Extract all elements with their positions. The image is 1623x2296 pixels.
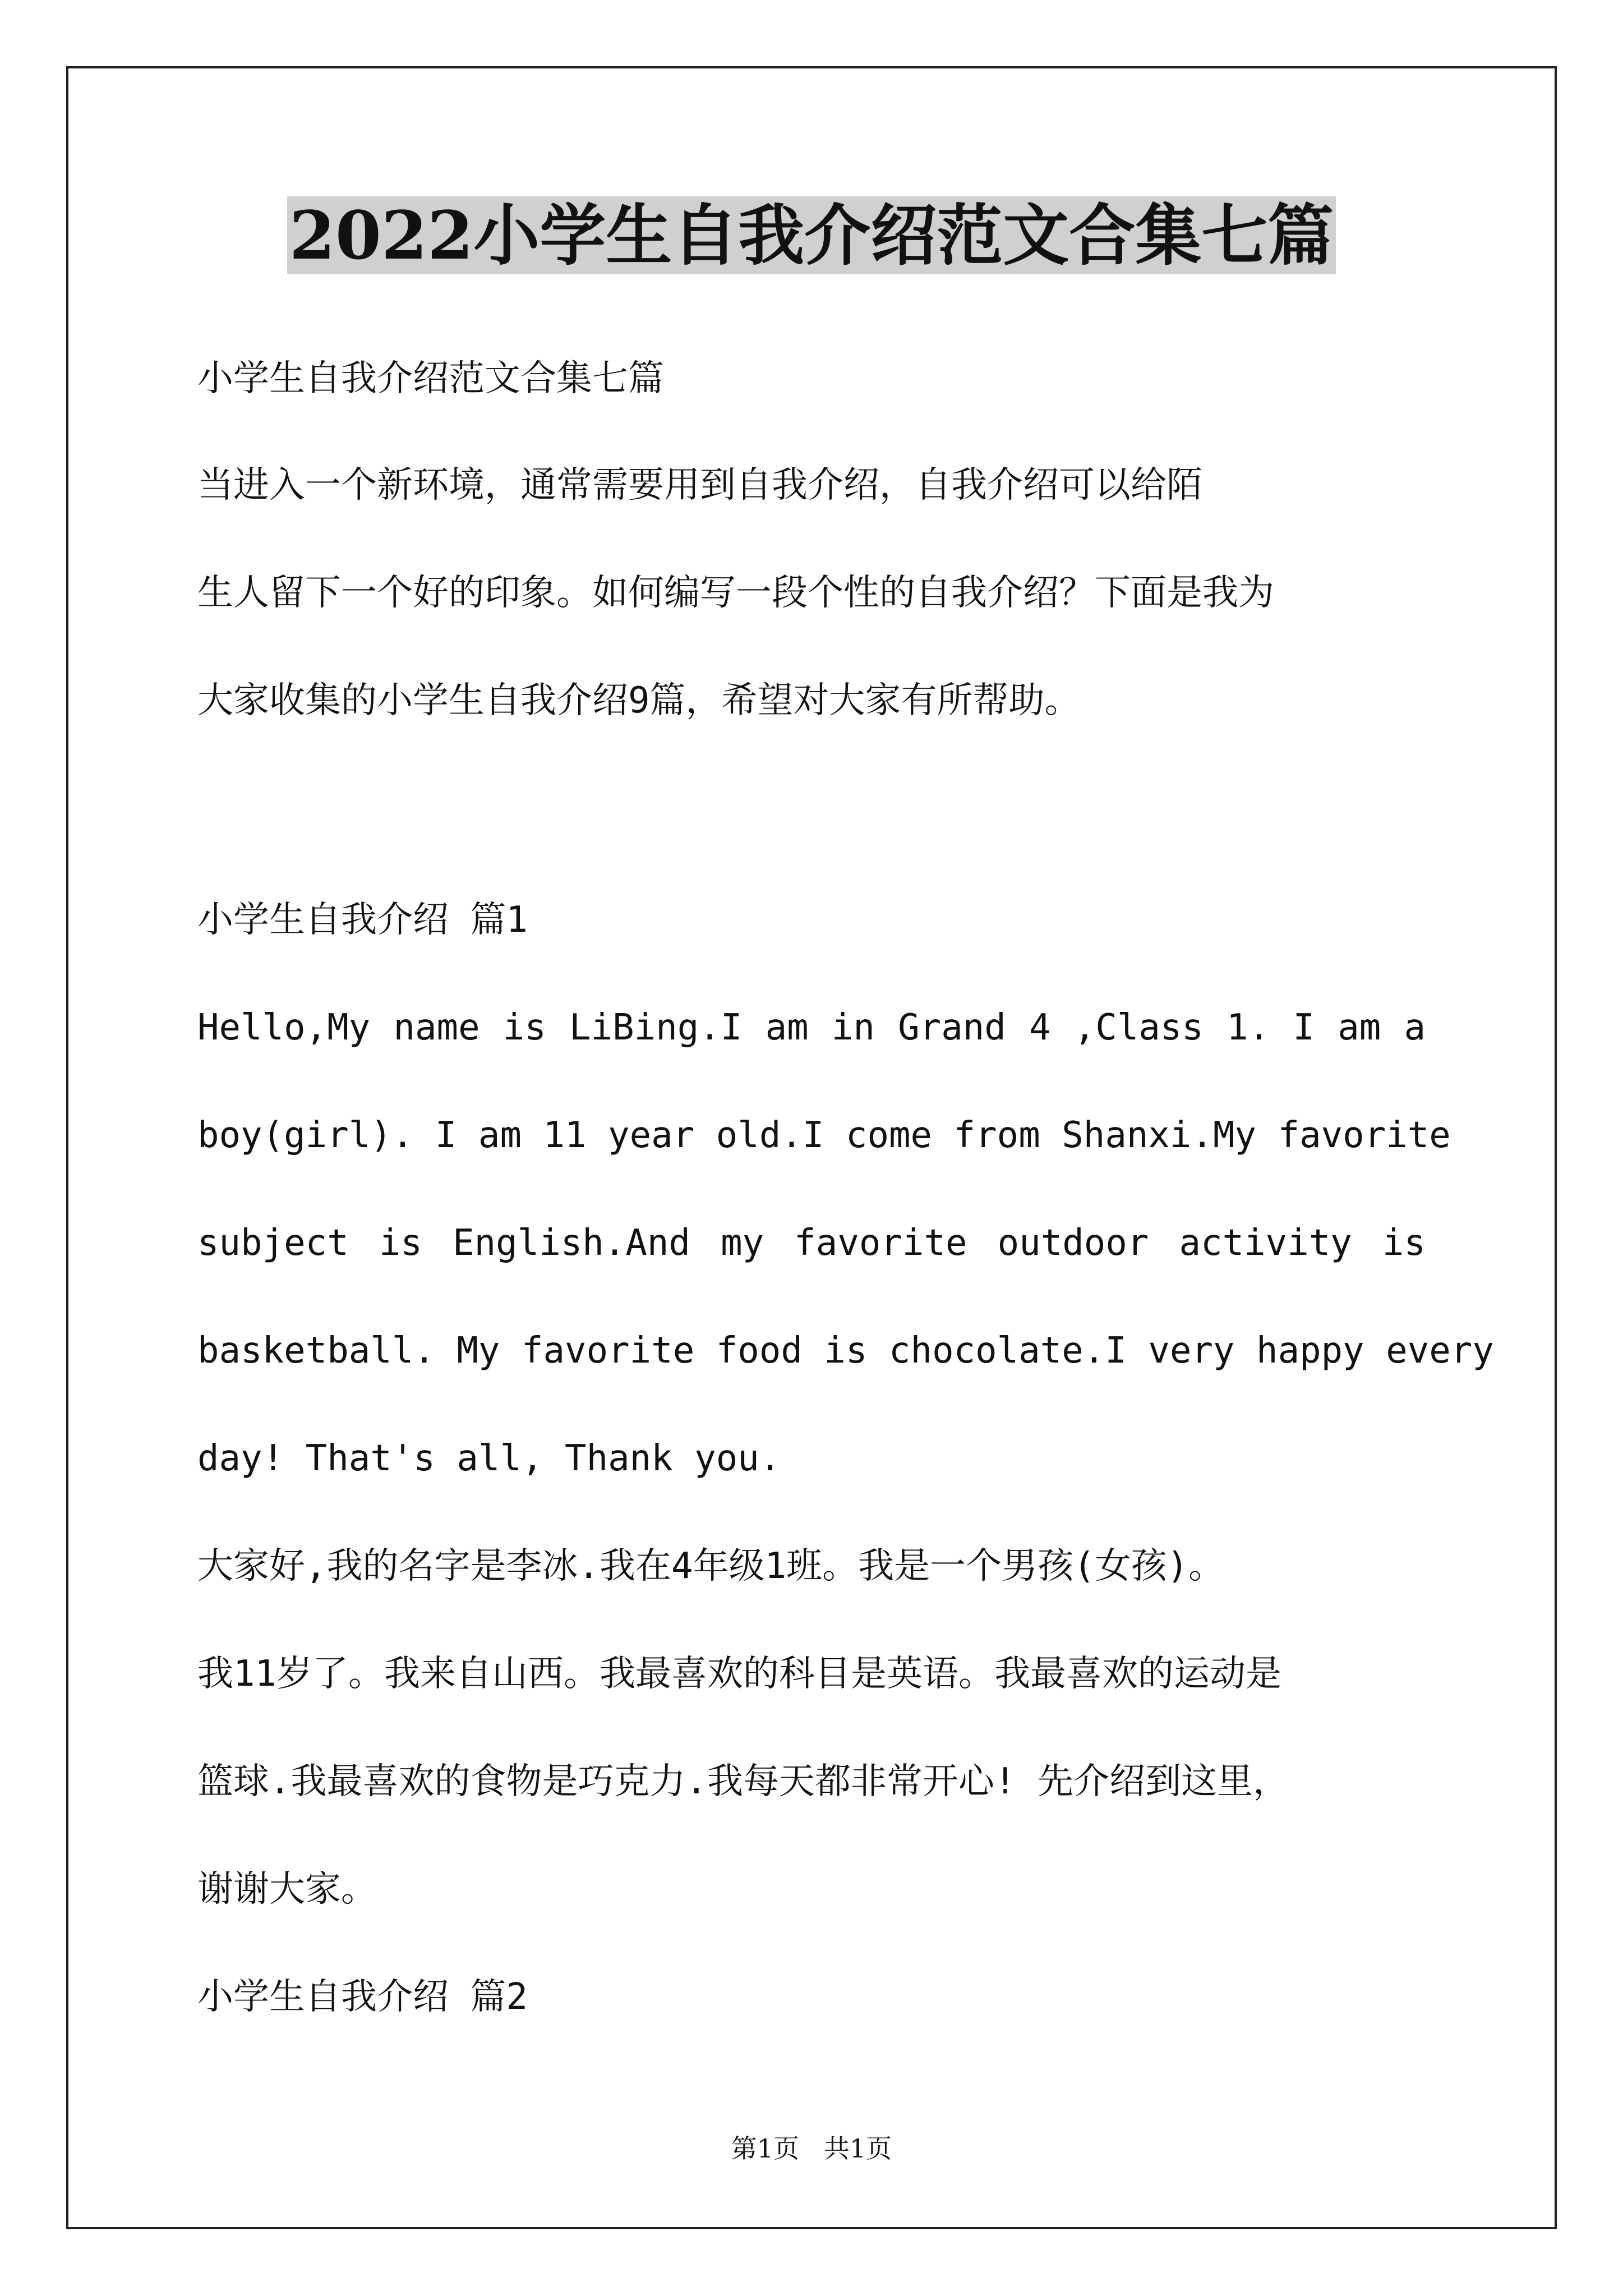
intro-line-1: 当进入一个新环境，通常需要用到自我介绍，自我介绍可以给陌: [197, 464, 1202, 506]
document-subtitle: 小学生自我介绍范文合集七篇: [197, 358, 664, 399]
chinese-line-4: 谢谢大家。: [197, 1869, 377, 1910]
page-number: 第1页 共1页: [731, 2133, 892, 2164]
english-line-5: day! That's all, Thank you.: [197, 1438, 781, 1479]
english-line-1: Hello,My name is LiBing.I am in Grand 4 ,Class 1. I am a: [197, 1007, 1426, 1048]
intro-line-2: 生人留下一个好的印象。如何编写一段个性的自我介绍？下面是我为: [197, 572, 1274, 614]
english-line-3: subject is English.And my favorite outdoor activity is: [197, 1222, 1426, 1264]
chinese-line-2: 我11岁了。我来自山西。我最喜欢的科目是英语。我最喜欢的运动是: [197, 1653, 1282, 1695]
intro-line-3: 大家收集的小学生自我介绍9篇，希望对大家有所帮助。: [197, 680, 1081, 721]
section-heading-1: 小学生自我介绍 篇1: [197, 899, 528, 941]
section-heading-2: 小学生自我介绍 篇2: [197, 1976, 528, 2018]
english-line-4: basketball. My favorite food is chocolate.I very happy every: [197, 1330, 1494, 1372]
english-line-2: boy(girl). I am 11 year old.I come from Shanxi.My favorite: [197, 1115, 1451, 1156]
document-title-text: 2022小学生自我介绍范文合集七篇: [287, 196, 1336, 274]
document-title: [0, 194, 1623, 278]
chinese-line-1: 大家好,我的名字是李冰.我在4年级1班。我是一个男孩(女孩)。: [197, 1545, 1225, 1587]
chinese-line-3: 篮球.我最喜欢的食物是巧克力.我每天都非常开心! 先介绍到这里，: [197, 1761, 1289, 1802]
